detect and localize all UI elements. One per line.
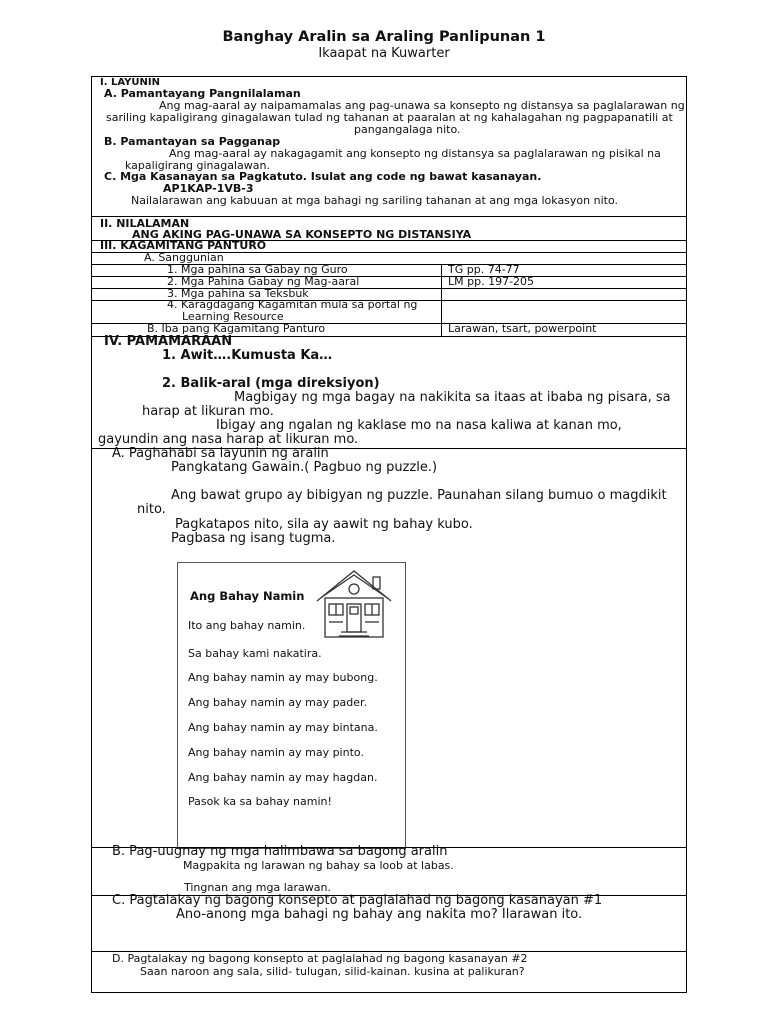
layunin-a-text-2: sariling kapaligirang ginagalawan tulad ng tahanan at paaralan at ng kahalagahan ng pagpapanatili at — [106, 111, 673, 124]
lesson-plan-table — [91, 76, 687, 993]
layunin-b-text-1: Ang mag-aaral ay nakagagamit ang konsepto ng distansya sa paglalarawan ng pisikal na — [169, 147, 661, 160]
poem-card-image — [177, 562, 406, 849]
balik-aral-text: Ibigay ang ngalan ng kaklase mo na nasa kaliwa at kanan mo, — [216, 418, 622, 433]
section-layunin-heading: I. LAYUNIN — [100, 77, 160, 88]
poem-line: Sa bahay kami nakatira. — [188, 647, 322, 660]
poem-line: Ito ang bahay namin. — [188, 619, 306, 632]
step-d-heading: D. Pagtalakay ng bagong konsepto at paglalahad ng bagong kasanayan #2 — [112, 952, 528, 965]
layunin-c-heading: C. Mga Kasanayan sa Pagkatuto. Isulat ang code ng bawat kasanayan. — [104, 170, 542, 183]
poem-line: Ang bahay namin ay may hagdan. — [188, 771, 378, 784]
balik-aral-text: Magbigay ng mga bagay na nakikita sa itaas at ibaba ng pisara, sa — [234, 390, 671, 405]
section-kagamitan-heading: III. KAGAMITANG PANTURO — [100, 239, 267, 252]
ref-row-label: 2. Mga Pahina Gabay ng Mag-aaral — [167, 275, 360, 288]
poem-title: Ang Bahay Namin — [190, 589, 305, 603]
nilalaman-text: ANG AKING PAG-UNAWA SA KONSEPTO NG DISTANSIYA — [132, 228, 472, 241]
pamamaraan-item-balik-aral: 2. Balik-aral (mga direksiyon) — [162, 376, 380, 391]
ref-row-label: 4. Karagdagang Kagamitan mula sa portal ng — [167, 298, 418, 311]
poem-line: Ang bahay namin ay may pader. — [188, 696, 368, 709]
document-title: Banghay Aralin sa Araling Panlipunan 1 — [222, 29, 546, 45]
step-c-heading: C. Pagtalakay ng bagong konsepto at paglalahad ng bagong kasanayan #1 — [112, 893, 603, 908]
iba-pang-kagamitan-value: Larawan, tsart, powerpoint — [448, 322, 597, 335]
section-pamamaraan-heading: IV. PAMAMARAAN — [104, 334, 233, 349]
pamamaraan-item-awit: 1. Awit….Kumusta Ka… — [162, 348, 333, 363]
step-a-line: Pagbasa ng isang tugma. — [171, 531, 336, 546]
balik-aral-text: gayundin ang nasa harap at likuran mo. — [98, 432, 359, 447]
balik-aral-text: harap at likuran mo. — [142, 404, 274, 419]
step-b-line: Magpakita ng larawan ng bahay sa loob at labas. — [183, 859, 454, 872]
step-b-line: Tingnan ang mga larawan. — [184, 881, 331, 894]
layunin-c-code: AP1KAP-1VB-3 — [163, 182, 254, 195]
house-icon — [313, 567, 395, 639]
step-a-line: Pangkatang Gawain.( Pagbuo ng puzzle.) — [171, 460, 438, 475]
layunin-a-text-1: Ang mag-aaral ay naipamamalas ang pag-unawa sa konsepto ng distansya sa paglalarawan ng — [159, 99, 685, 112]
ref-row-label-cont: Learning Resource — [182, 310, 284, 323]
kagamitan-sanggunian: A. Sanggunian — [144, 251, 224, 264]
step-b-heading: B. Pag-uugnay ng mga halimbawa sa bagong aralin — [112, 844, 448, 859]
ref-row-label: 1. Mga pahina sa Gabay ng Guro — [167, 263, 348, 276]
ref-row-value: LM pp. 197-205 — [448, 275, 535, 288]
poem-line: Pasok ka sa bahay namin! — [188, 795, 332, 808]
section-nilalaman-heading: II. NILALAMAN — [100, 217, 190, 230]
step-c-line: Ano-anong mga bahagi ng bahay ang nakita mo? Ilarawan ito. — [176, 907, 583, 922]
step-a-line: nito. — [137, 502, 166, 517]
poem-line: Ang bahay namin ay may bubong. — [188, 671, 378, 684]
step-a-line: Pagkatapos nito, sila ay aawit ng bahay kubo. — [175, 517, 473, 532]
iba-pang-kagamitan-label: B. Iba pang Kagamitang Panturo — [147, 322, 326, 335]
poem-line: Ang bahay namin ay may bintana. — [188, 721, 378, 734]
layunin-b-heading: B. Pamantayan sa Pagganap — [104, 135, 281, 148]
layunin-a-heading: A. Pamantayang Pangnilalaman — [104, 87, 301, 100]
layunin-b-text-2: kapaligirang ginagalawan. — [125, 159, 270, 172]
document-subtitle: Ikaapat na Kuwarter — [318, 46, 450, 61]
step-a-line: Ang bawat grupo ay bibigyan ng puzzle. Paunahan silang bumuo o magdikit — [171, 488, 667, 503]
poem-line: Ang bahay namin ay may pinto. — [188, 746, 364, 759]
layunin-c-text: Nailalarawan ang kabuuan at mga bahagi ng sariling tahanan at ang mga lokasyon nito. — [131, 194, 618, 207]
step-a-heading: A. Paghahabi sa layunin ng aralin — [112, 446, 329, 461]
ref-row-label: 3. Mga pahina sa Teksbuk — [167, 287, 309, 300]
ref-row-value: TG pp. 74-77 — [448, 263, 520, 276]
layunin-a-text-3: pangangalaga nito. — [354, 123, 461, 136]
step-d-line: Saan naroon ang sala, silid- tulugan, silid-kainan. kusina at palikuran? — [140, 965, 525, 978]
